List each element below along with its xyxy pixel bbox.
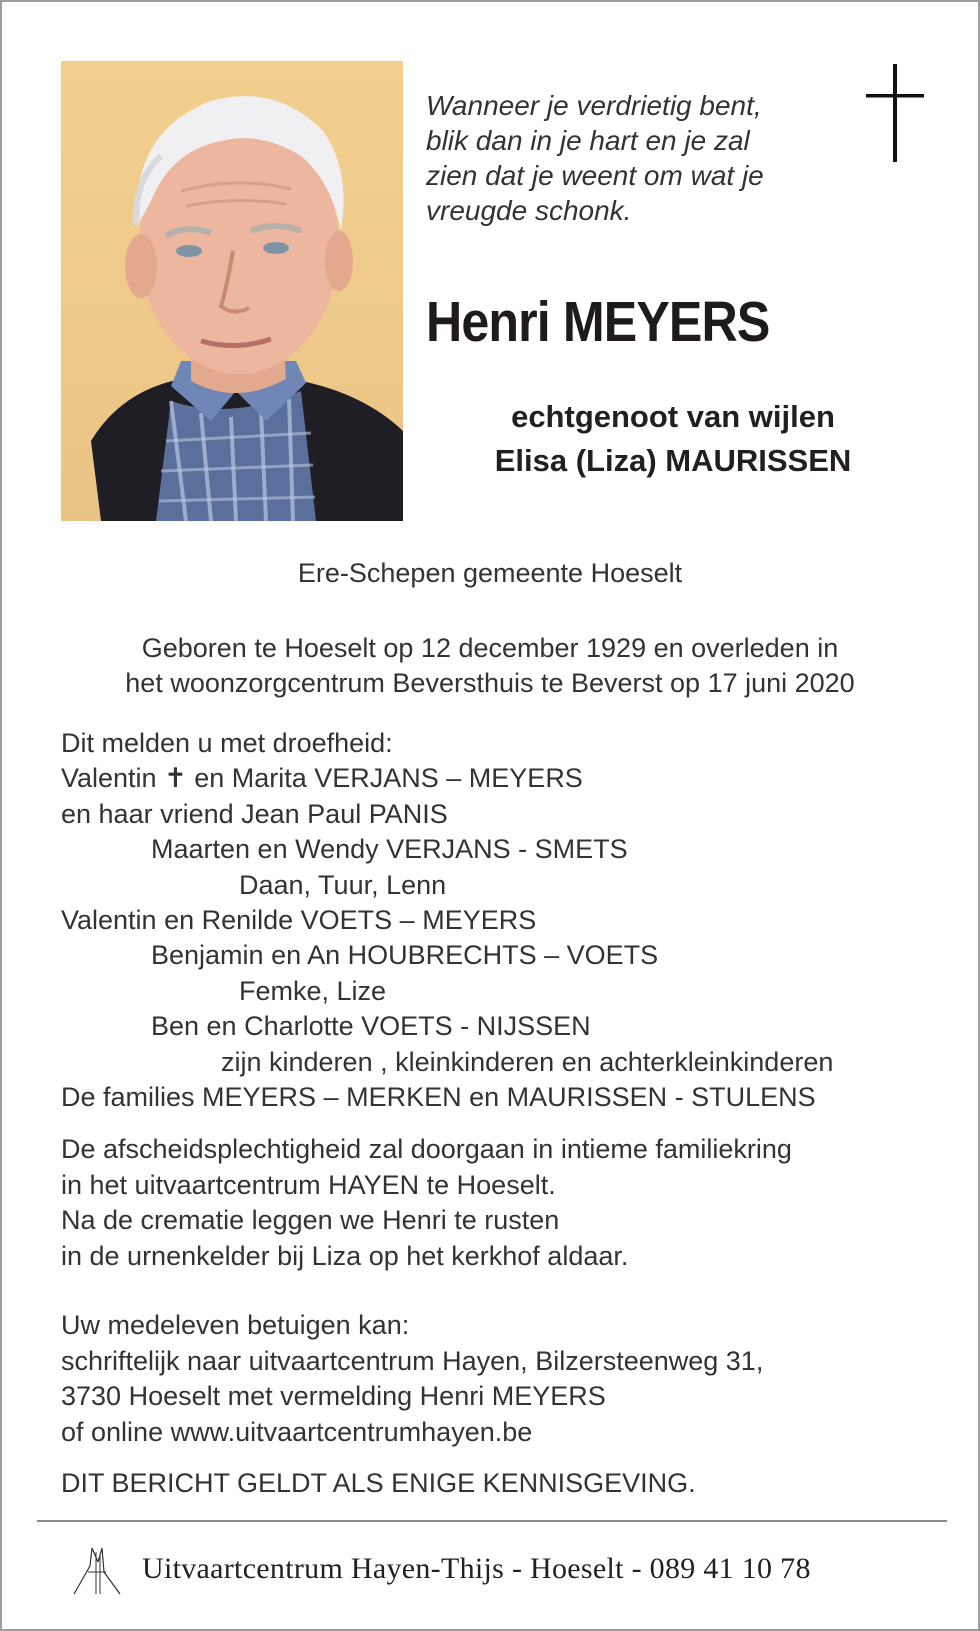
cross-icon (866, 64, 924, 162)
family-line: De families MEYERS – MERKEN en MAURISSEN - STULENS (61, 1082, 816, 1113)
condolence-line: Uw medeleven betuigen kan: (61, 1310, 410, 1340)
poem-line: Wanneer je verdrietig bent, (426, 90, 762, 121)
poem-line: zien dat je weent om wat je (426, 160, 764, 191)
family-line: Maarten en Wendy VERJANS - SMETS (151, 834, 628, 865)
ceremony-line: in het uitvaartcentrum HAYEN te Hoeselt. (61, 1169, 556, 1200)
deceased-name: Henri MEYERS (426, 290, 770, 354)
birth-death-line: het woonzorgcentrum Beversthuis te Beverst op 17 juni 2020 (125, 668, 855, 698)
family-line: zijn kinderen , kleinkinderen en achterkleinkinderen (221, 1046, 834, 1077)
memorial-poem (426, 88, 846, 228)
family-line: en haar vriend Jean Paul PANIS (61, 798, 448, 829)
footer-divider (37, 1520, 947, 1522)
family-line: Femke, Lize (239, 975, 387, 1006)
ceremony-line: Na de crematie leggen we Henri te rusten (61, 1205, 560, 1235)
family-line: Daan, Tuur, Lenn (239, 869, 447, 900)
family-line: Valentin en Renilde VOETS – MEYERS (61, 905, 537, 936)
ceremony-line: in de urnenkelder bij Liza op het kerkhof aldaar. (61, 1240, 629, 1271)
ceremony-info (61, 1132, 961, 1274)
family-line: Ben en Charlotte VOETS - NIJSSEN (151, 1011, 591, 1042)
family-line: Valentin ✝ en Marita VERJANS – MEYERS (61, 763, 583, 794)
condolence-website-line: of online www.uitvaartcentrumhayen.be (61, 1416, 533, 1447)
funeral-home-logo-icon (70, 1542, 126, 1596)
ceremony-line: De afscheidsplechtigheid zal doorgaan in intieme familiekring (61, 1134, 792, 1164)
condolence-line: schriftelijk naar uitvaartcentrum Hayen, Bilzersteenweg 31, (61, 1345, 764, 1376)
condolence-line: 3730 Hoeselt met vermelding Henri MEYERS (61, 1381, 606, 1411)
condolence-info (61, 1308, 961, 1450)
portrait-illustration (61, 61, 403, 521)
footer-contact: Uitvaartcentrum Hayen-Thijs - Hoeselt - 089 41 10 78 (142, 1552, 811, 1585)
portrait-photo (61, 61, 403, 521)
poem-line: blik dan in je hart en je zal (426, 125, 750, 156)
family-intro: Dit melden u met droefheid: (61, 728, 393, 758)
birth-death-info (2, 631, 978, 701)
spouse-info (426, 395, 920, 483)
spouse-line: echtgenoot van wijlen (511, 399, 835, 434)
birth-death-line: Geboren te Hoeselt op 12 december 1929 en overleden in (141, 633, 839, 663)
poem-line: vreugde schonk. (426, 195, 632, 226)
family-list (61, 726, 961, 1115)
notice-text: DIT BERICHT GELDT ALS ENIGE KENNISGEVING. (61, 1468, 696, 1498)
honorary-title: Ere-Schepen gemeente Hoeselt (297, 558, 683, 588)
family-line: Benjamin en An HOUBRECHTS – VOETS (151, 940, 659, 971)
spouse-line: Elisa (Liza) MAURISSEN (494, 443, 852, 478)
